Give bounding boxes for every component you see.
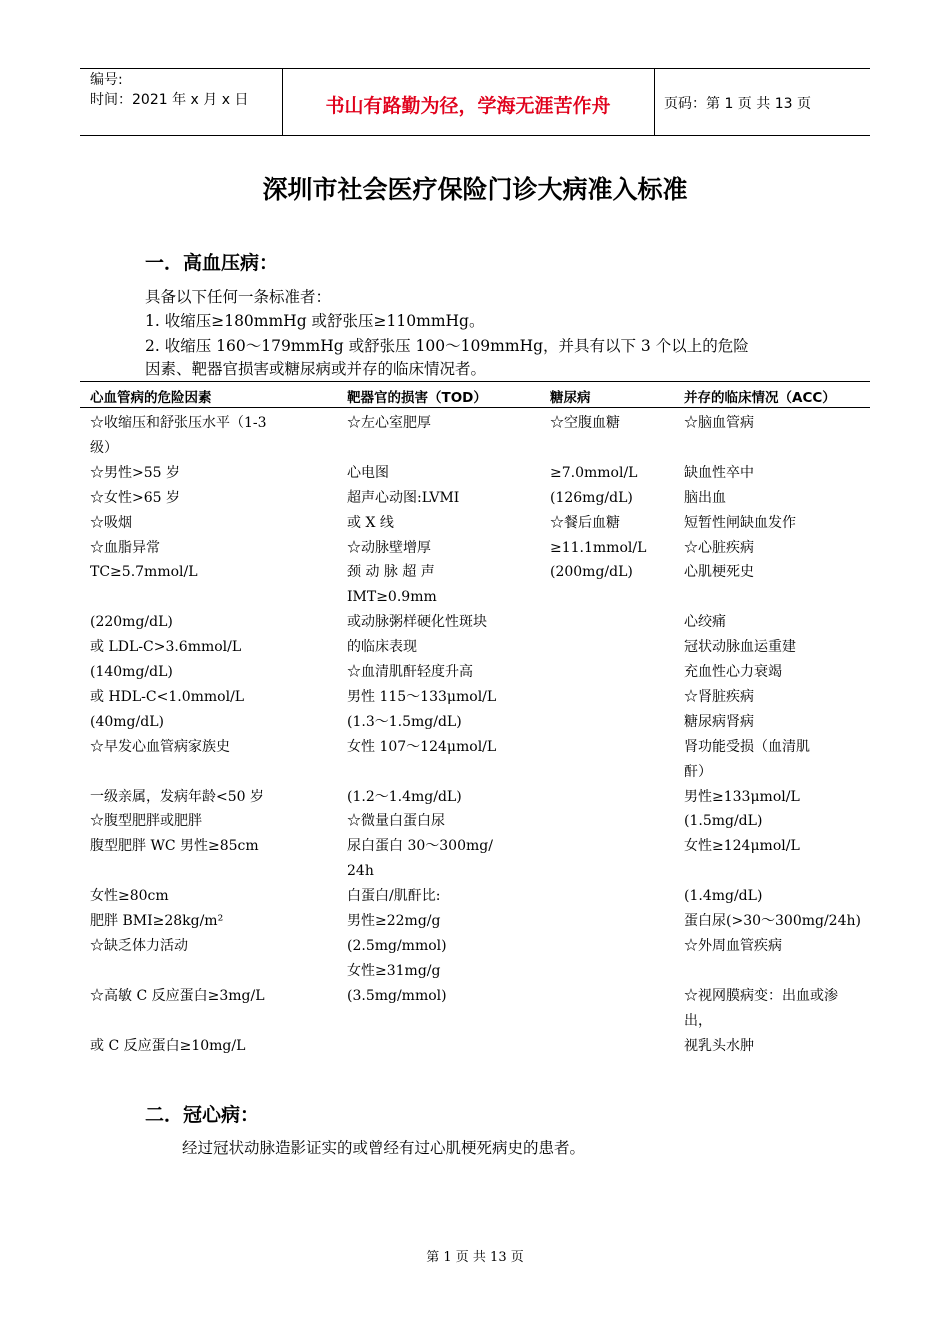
- table-cell-col2-line: 24h: [347, 863, 374, 880]
- table-cell-col1-line: ☆吸烟: [90, 514, 132, 531]
- criteria-intro: 具备以下任何一条标准者：: [145, 288, 332, 306]
- table-cell-col2-line: ☆动脉壁增厚: [347, 539, 431, 556]
- table-cell-col2-line: (1.2～1.4mg/dL): [347, 788, 462, 805]
- table-cell-col3-line: ≥11.1mmol/L: [550, 539, 647, 556]
- table-cell-col4-line: 充血性心力衰竭: [684, 664, 782, 680]
- table-cell-col3-line: (126mg/dL): [550, 489, 633, 506]
- coronary-criteria-text: 经过冠状动脉造影证实的或曾经有过心肌梗死病史的患者。: [182, 1139, 586, 1157]
- header-bottom-rule: [80, 135, 870, 136]
- table-cell-col4-line: 男性≥133μmol/L: [684, 788, 800, 805]
- table-cell-col2-line: 女性 107～124μmol/L: [347, 738, 497, 755]
- table-header-rule: [80, 407, 870, 408]
- criterion-2-line1: 2. 收缩压 160～179mmHg 或舒张压 100～109mmHg，并具有以下 3 个以上的危险: [145, 337, 749, 355]
- table-cell-col2-line: ☆血清肌酐轻度升高: [347, 664, 473, 680]
- table-cell-col1-line: ☆腹型肥胖或肥胖: [90, 813, 202, 830]
- document-title: 深圳市社会医疗保险门诊大病准入标准: [262, 175, 688, 204]
- table-cell-col1-line: TC≥5.7mmol/L: [90, 564, 198, 581]
- table-cell-col2-line: 颈 动 脉 超 声: [347, 564, 435, 581]
- table-cell-col2-line: ☆微量白蛋白尿: [347, 813, 445, 830]
- table-header-diabetes: 糖尿病: [550, 390, 591, 406]
- table-cell-col4-line: ☆肾脏疾病: [684, 688, 754, 705]
- table-cell-col1-line: 一级亲属，发病年龄<50 岁: [90, 788, 264, 805]
- table-cell-col2-line: ☆左心室肥厚: [347, 415, 431, 431]
- table-cell-col2-line: (3.5mg/mmol): [347, 987, 447, 1004]
- header-info: [90, 70, 248, 110]
- table-cell-col1-line: ☆女性>65 岁: [90, 489, 180, 506]
- table-cell-col1-line: ☆男性>55 岁: [90, 464, 180, 481]
- table-cell-col4-line: ☆视网膜病变：出血或渗: [684, 987, 838, 1004]
- table-cell-col1-line: (140mg/dL): [90, 664, 173, 680]
- table-cell-col2-line: 尿白蛋白 30～300mg/: [347, 838, 493, 855]
- table-cell-col4-line: ☆心脏疾病: [684, 539, 754, 556]
- table-cell-col4-line: (1.5mg/dL): [684, 813, 763, 830]
- table-cell-col2-line: 女性≥31mg/g: [347, 962, 441, 979]
- table-cell-col1-line: ☆高敏 C 反应蛋白≥3mg/L: [90, 987, 265, 1004]
- table-cell-col3-line: ≥7.0mmol/L: [550, 464, 638, 481]
- table-cell-col2-line: 男性 115～133μmol/L: [347, 688, 497, 705]
- table-cell-col2-line: (1.3～1.5mg/dL): [347, 713, 462, 730]
- section-heading-coronary: 二．冠心病：: [145, 1104, 260, 1126]
- table-cell-col4-line: 冠状动脉血运重建: [684, 639, 796, 656]
- table-cell-col4-line: 肾功能受损（血清肌: [684, 738, 810, 755]
- table-cell-col4-line: 缺血性卒中: [684, 464, 754, 481]
- table-cell-col4-line: 脑出血: [684, 489, 726, 506]
- table-cell-col2-line: 白蛋白/肌酐比:: [347, 888, 441, 905]
- table-cell-col2-line: 的临床表现: [347, 639, 417, 656]
- table-cell-col1-line: 或 LDL-C>3.6mmol/L: [90, 639, 242, 656]
- table-cell-col2-line: 心电图: [347, 464, 389, 481]
- table-cell-col2-line: IMT≥0.9mm: [347, 589, 437, 606]
- table-cell-col2-line: (2.5mg/mmol): [347, 937, 447, 954]
- number-label: 编号:: [90, 72, 123, 88]
- criterion-2-line2: 因素、靶器官损害或糖尿病或并存的临床情况者。: [145, 360, 487, 378]
- table-cell-col4-line: 酐）: [684, 763, 712, 780]
- table-cell-col1-line: (40mg/dL): [90, 713, 164, 730]
- header-divider-right: [654, 68, 655, 135]
- table-header-risk-factors: 心血管病的危险因素: [90, 390, 212, 406]
- table-cell-col1-line: ☆缺乏体力活动: [90, 937, 188, 954]
- table-cell-col4-line: 蛋白尿(>30～300mg/24h): [684, 913, 861, 929]
- table-cell-col4-line: 视乳头水肿: [684, 1037, 754, 1054]
- table-cell-col4-line: ☆外周血管疾病: [684, 937, 782, 954]
- table-cell-col1-line: ☆血脂异常: [90, 539, 160, 556]
- header-motto: 书山有路勤为径，学海无涯苦作舟: [325, 95, 611, 117]
- table-cell-col4-line: 糖尿病肾病: [684, 713, 754, 730]
- table-cell-col3-line: ☆餐后血糖: [550, 514, 620, 531]
- table-cell-col1-line: 或 C 反应蛋白≥10mg/L: [90, 1037, 246, 1054]
- table-cell-col1-line: ☆收缩压和舒张压水平（1-3: [90, 415, 267, 431]
- header-top-rule: [80, 68, 870, 69]
- table-cell-col4-line: 心绞痛: [684, 614, 726, 631]
- table-cell-col3-line: ☆空腹血糖: [550, 415, 620, 431]
- table-cell-col1-line: 女性≥80cm: [90, 888, 169, 905]
- header-page-number: 页码：第 1 页 共 13 页: [664, 96, 811, 112]
- table-header-target-organ: 靶器官的损害（TOD）: [347, 390, 487, 406]
- table-cell-col4-line: ☆脑血管病: [684, 415, 754, 431]
- table-cell-col2-line: 或 X 线: [347, 514, 394, 531]
- section-heading-hypertension: 一．高血压病：: [145, 252, 279, 274]
- table-cell-col2-line: 或动脉粥样硬化性斑块: [347, 614, 487, 631]
- table-cell-col1-line: 腹型肥胖 WC 男性≥85cm: [90, 838, 259, 855]
- table-cell-col1-line: 级）: [90, 439, 118, 456]
- table-cell-col4-line: 短暂性闸缺血发作: [684, 514, 796, 531]
- table-cell-col3-line: (200mg/dL): [550, 564, 633, 581]
- time-label: 时间：2021 年 x 月 x 日: [90, 92, 249, 108]
- table-header-clinical-conditions: 并存的临床情况（ACC）: [684, 390, 836, 406]
- table-cell-col4-line: 出，: [684, 1012, 712, 1029]
- table-cell-col1-line: 或 HDL-C<1.0mmol/L: [90, 688, 245, 705]
- table-cell-col4-line: 女性≥124μmol/L: [684, 838, 800, 855]
- criterion-1: 1. 收缩压≥180mmHg 或舒张压≥110mmHg。: [145, 312, 485, 330]
- table-cell-col1-line: ☆早发心血管病家族史: [90, 738, 230, 755]
- table-cell-col1-line: 肥胖 BMI≥28kg/m²: [90, 913, 224, 929]
- table-cell-col4-line: 心肌梗死史: [684, 564, 754, 581]
- table-cell-col2-line: 男性≥22mg/g: [347, 913, 441, 929]
- table-top-rule: [80, 381, 870, 382]
- table-cell-col2-line: 超声心动图:LVMI: [347, 489, 460, 506]
- page-footer: 第 1 页 共 13 页: [426, 1250, 524, 1265]
- table-cell-col1-line: (220mg/dL): [90, 614, 173, 631]
- table-cell-col4-line: (1.4mg/dL): [684, 888, 763, 905]
